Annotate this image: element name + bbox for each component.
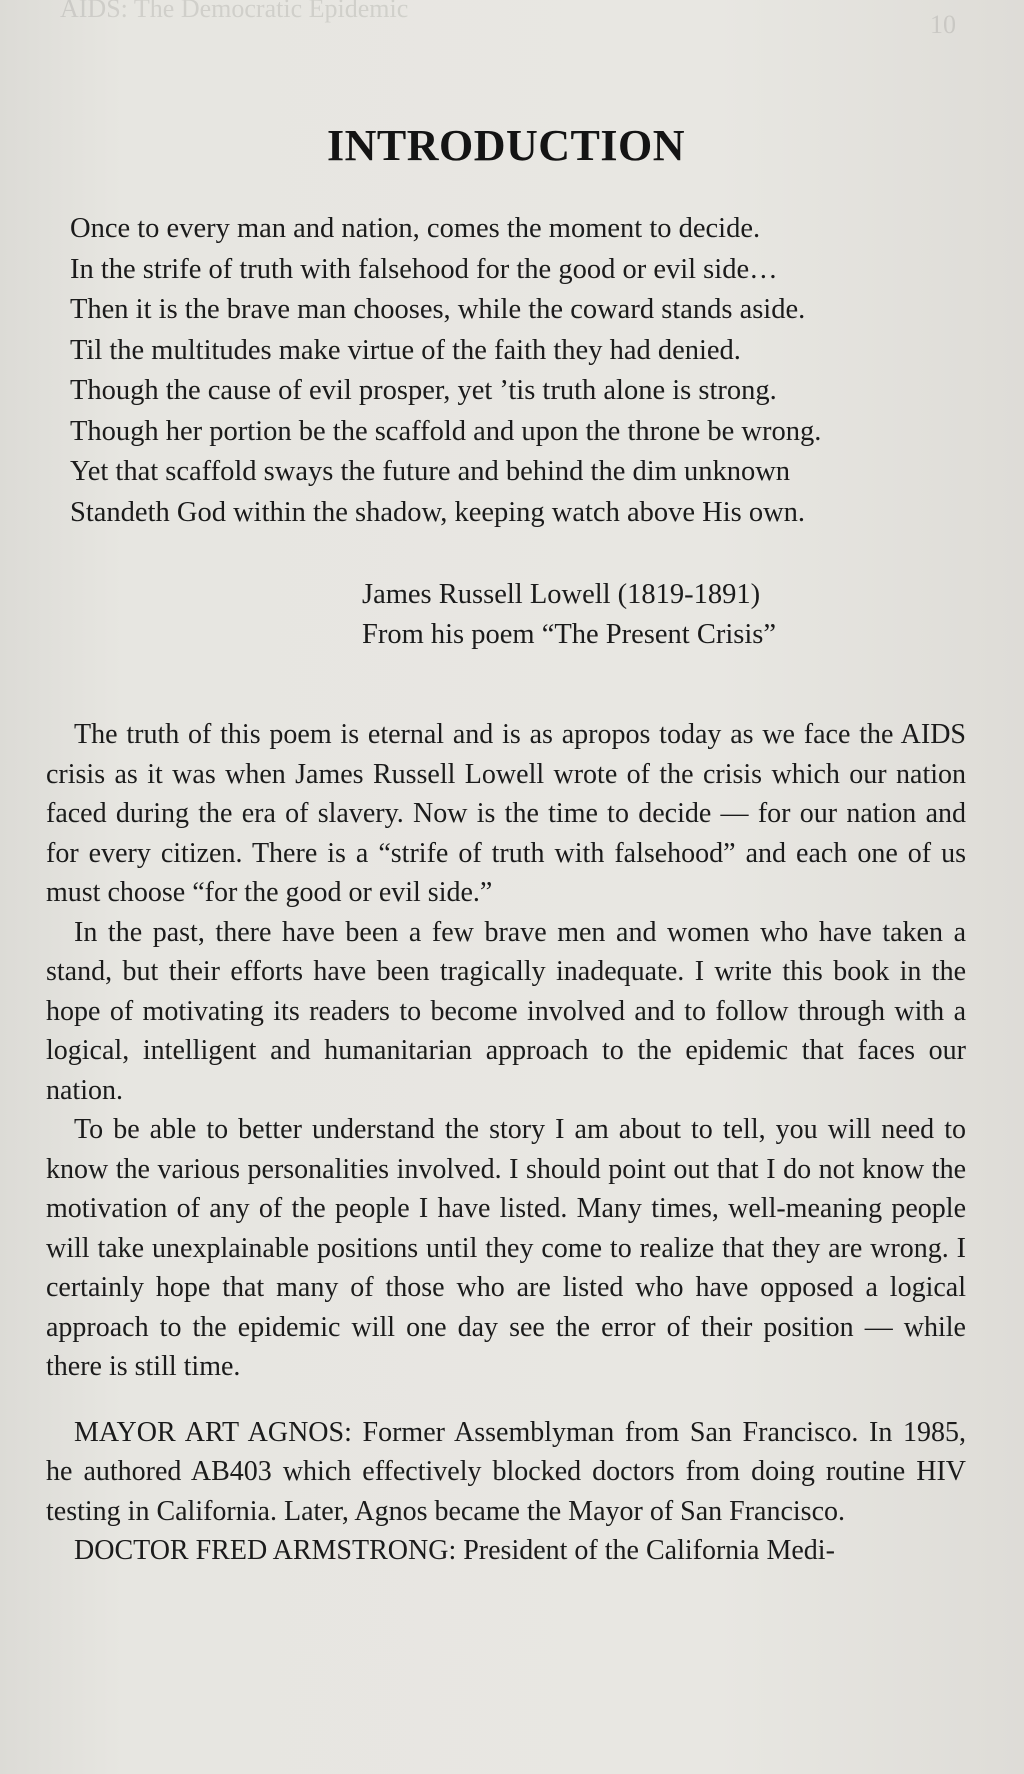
body-paragraph: To be able to better understand the story I am about to tell, you will need to know the various personalities involved. I should point out that I do not know the motivation of any of the people I have listed. Many times, well-meaning people will take unexplainable positions until they come to realize that they are wrong. I certainly hope that many of those who are listed who have opposed a logical approach to the epidemic will one day see the error of their position — while there is still time. [46, 1114, 966, 1382]
chapter-title: INTRODUCTION [326, 121, 686, 170]
page-content [46, 120, 966, 1571]
poem-line: Once to every man and nation, comes the moment to decide. [70, 213, 761, 244]
poem-line: Then it is the brave man chooses, while the coward stands aside. [70, 294, 806, 325]
poem-line: Yet that scaffold sways the future and behind the dim unknown [70, 456, 791, 487]
poem-line: Though the cause of evil prosper, yet ’tis truth alone is strong. [70, 375, 777, 406]
body-paragraph: In the past, there have been a few brave men and women who have taken a stand, but their efforts have been tragically inadequate. I write this book in the hope of motivating its readers to become involved and to follow through with a logical, intelligent and humanitarian approach to the epidemic that faces our nation. [46, 916, 966, 1106]
personality-entry: MAYOR ART AGNOS: Former Assemblyman from San Francisco. In 1985, he authored AB403 which effectively blocked doctors from doing routine HIV testing in California. Later, Agnos became the Mayor of San Francisco. [46, 1416, 966, 1527]
personality-entry: DOCTOR FRED ARMSTRONG: President of the California Medi- [74, 1535, 835, 1566]
poem-line: Standeth God within the shadow, keeping watch above His own. [70, 496, 806, 528]
poem-epigraph [70, 209, 966, 533]
body-paragraph: The truth of this poem is eternal and is as apropos today as we face the AIDS crisis as it was when James Russell Lowell wrote of the crisis which our nation faced during the era of slavery. Now is the time to decide — for our nation and for every citizen. There is a “strife of truth with falsehood” and each one of us must choose “for the good or evil side.” [46, 719, 966, 908]
attribution-author: James Russell Lowell (1819-1891) [362, 579, 761, 610]
running-head-bleedthrough: AIDS: The Democratic Epidemic [60, 0, 409, 23]
introduction-body [46, 715, 966, 1571]
poem-attribution [362, 575, 966, 655]
poem-line: Til the multitudes make virtue of the faith they had denied. [70, 334, 741, 366]
poem-line: In the strife of truth with falsehood for the good or evil side… [70, 253, 778, 285]
attribution-source: From his poem “The Present Crisis” [362, 619, 776, 650]
page-number-bleedthrough: 10 [930, 10, 956, 39]
poem-line: Though her portion be the scaffold and upon the throne be wrong. [70, 415, 822, 447]
